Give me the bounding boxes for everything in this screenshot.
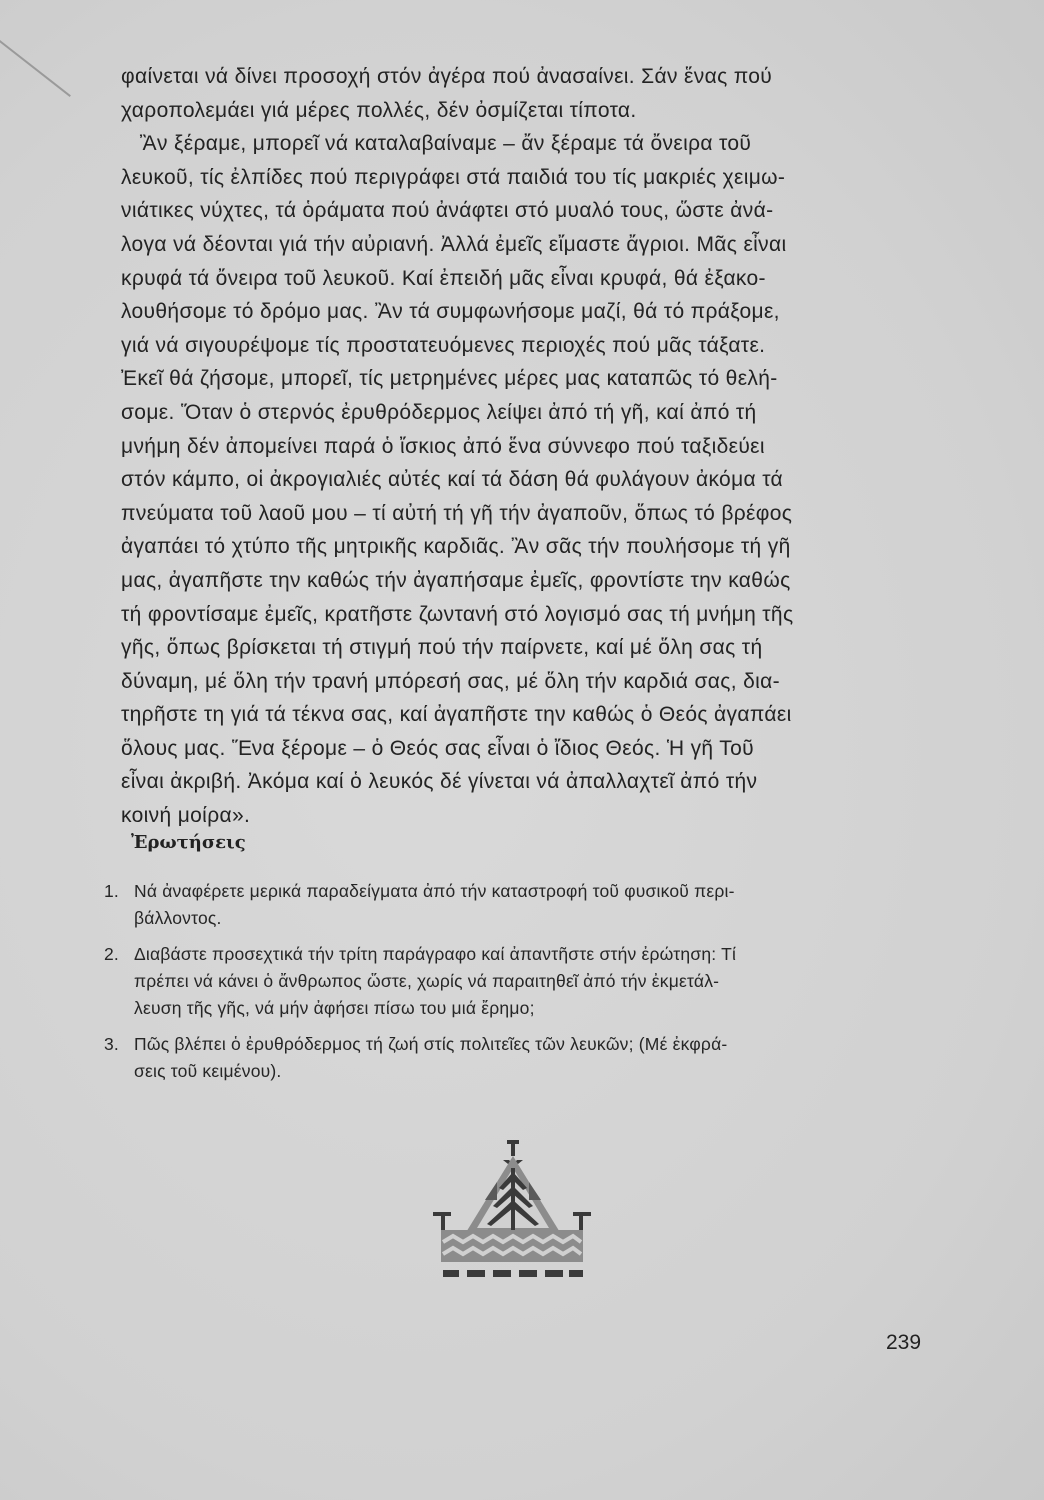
- question-number: 3.: [104, 1034, 119, 1054]
- text-line: ἀγαπάει τό χτύπο τῆς μητρικῆς καρδιᾶς. Ἂν σᾶς τήν πουλήσομε τή γῆ: [121, 535, 791, 559]
- folk-tree-ornament-icon: [427, 1138, 597, 1288]
- text-line: στόν κάμπο, οἱ ἀκρογιαλιές αὐτές καί τά δάση θά φυλάγουν ἀκόμα τά: [121, 468, 784, 492]
- text-line: Ἂν ξέραμε, μπορεῖ νά καταλαβαίναμε – ἄν ξέραμε τά ὄνειρα τοῦ: [121, 132, 752, 156]
- question-line: Πῶς βλέπει ὁ ἐρυθρόδερμος τή ζωή στίς πολιτεῖες τῶν λευκῶν; (Μέ ἐκφρά-: [134, 1034, 728, 1054]
- question-line: πρέπει νά κάνει ὁ ἄνθρωπος ὥστε, χωρίς νά παραιτηθεῖ ἀπό τήν ἐκμετάλ-: [134, 971, 720, 991]
- question-text: [134, 1031, 727, 1085]
- text-line: νιάτικες νύχτες, τά ὁράματα πού ἀνάφτει στό μυαλό τους, ὥστε ἀνά-: [121, 199, 774, 223]
- text-line: φαίνεται νά δίνει προσοχή στόν ἀγέρα πού ἀνασαίνει. Σάν ἕνας πού: [121, 65, 773, 88]
- text-line: δύναμη, μέ ὅλη τήν τρανή μπόρεσή σας, μέ ὅλη τήν καρδιά σας, δια-: [121, 669, 780, 693]
- question-line: σεις τοῦ κειμένου).: [134, 1061, 282, 1081]
- question-line: Διαβάστε προσεχτικά τήν τρίτη παράγραφο καί ἀπαντῆστε στήν ἐρώτηση: Τί: [134, 944, 737, 964]
- text-line: πνεύματα τοῦ λαοῦ μου – τί αὐτή τή γῆ τήν ἀγαποῦν, ὅπως τό βρέφος: [121, 501, 793, 525]
- page-edge-mark: [0, 40, 71, 97]
- text-line: τηρῆστε τη γιά τά τέκνα σας, καί ἀγαπῆστε την καθώς ὁ Θεός ἀγαπάει: [121, 703, 792, 727]
- question-item: [104, 941, 934, 1022]
- text-line: Ἐκεῖ θά ζήσομε, μπορεῖ, τίς μετρημένες μέρες μας καταπῶς τό θελή-: [121, 367, 778, 391]
- page-number: 239: [886, 1331, 922, 1354]
- text-line: μνήμη δέν ἀπομείνει παρά ὁ ἴσκιος ἀπό ἕνα σύννεφο πού ταξιδεύει: [121, 434, 765, 458]
- text-line: κρυφά τά ὄνειρα τοῦ λευκοῦ. Καί ἐπειδή μᾶς εἶναι κρυφά, θά ἐξακο-: [121, 266, 766, 290]
- text-line: ὅλους μας. Ἕνα ξέρομε – ὁ Θεός σας εἶναι ὁ ἴδιος Θεός. Ἡ γῆ Τοῦ: [121, 736, 754, 760]
- questions-list: [104, 878, 934, 1094]
- question-item: [104, 878, 934, 932]
- question-number: 1.: [104, 881, 119, 901]
- question-item: [104, 1031, 934, 1085]
- text-line: εἶναι ἀκριβή. Ἀκόμα καί ὁ λευκός δέ γίνεται νά ἀπαλλαχτεῖ ἀπό τήν: [121, 770, 758, 794]
- question-line: λευση τῆς γῆς, νά μήν ἀφήσει πίσω του μιά ἔρημο;: [134, 998, 535, 1018]
- question-line: βάλλοντος.: [134, 908, 222, 928]
- text-line: λογα νά δέονται γιά τήν αὐριανή. Ἀλλά ἐμεῖς εἴμαστε ἄγριοι. Μᾶς εἶναι: [121, 232, 787, 256]
- questions-heading: Ἐρωτήσεις: [131, 832, 246, 853]
- text-line: κοινή μοίρα».: [121, 804, 251, 828]
- text-line: μας, ἀγαπῆστε την καθώς τήν ἀγαπήσαμε ἐμεῖς, φροντίστε την καθώς: [121, 568, 791, 592]
- text-line: χαροπολεμάει γιά μέρες πολλές, δέν ὀσμίζεται τίποτα.: [121, 98, 637, 122]
- text-line: λουθήσομε τό δρόμο μας. Ἂν τά συμφωνήσομε μαζί, θά τό πράξομε,: [121, 300, 780, 324]
- question-text: [134, 878, 735, 932]
- question-number: 2.: [104, 944, 119, 964]
- question-line: Νά ἀναφέρετε μερικά παραδείγματα ἀπό τήν καταστροφή τοῦ φυσικοῦ περι-: [134, 881, 735, 901]
- text-line: σομε. Ὅταν ὁ στερνός ἐρυθρόδερμος λείψει ἀπό τή γῆ, καί ἀπό τή: [121, 400, 757, 424]
- main-text: [121, 60, 921, 833]
- text-line: γῆς, ὅπως βρίσκεται τή στιγμή πού τήν παίρνετε, καί μέ ὅλη σας τή: [121, 636, 763, 660]
- question-text: [134, 941, 736, 1022]
- text-line: τή φροντίσαμε ἐμεῖς, κρατῆστε ζωντανή στό λογισμό σας τή μνήμη τῆς: [121, 602, 794, 626]
- text-line: γιά νά σιγουρέψομε τίς προστατευόμενες περιοχές πού μᾶς τάξατε.: [121, 333, 766, 357]
- text-line: λευκοῦ, τίς ἐλπίδες πού περιγράφει στά παιδιά του τίς μακριές χειμω-: [121, 165, 786, 189]
